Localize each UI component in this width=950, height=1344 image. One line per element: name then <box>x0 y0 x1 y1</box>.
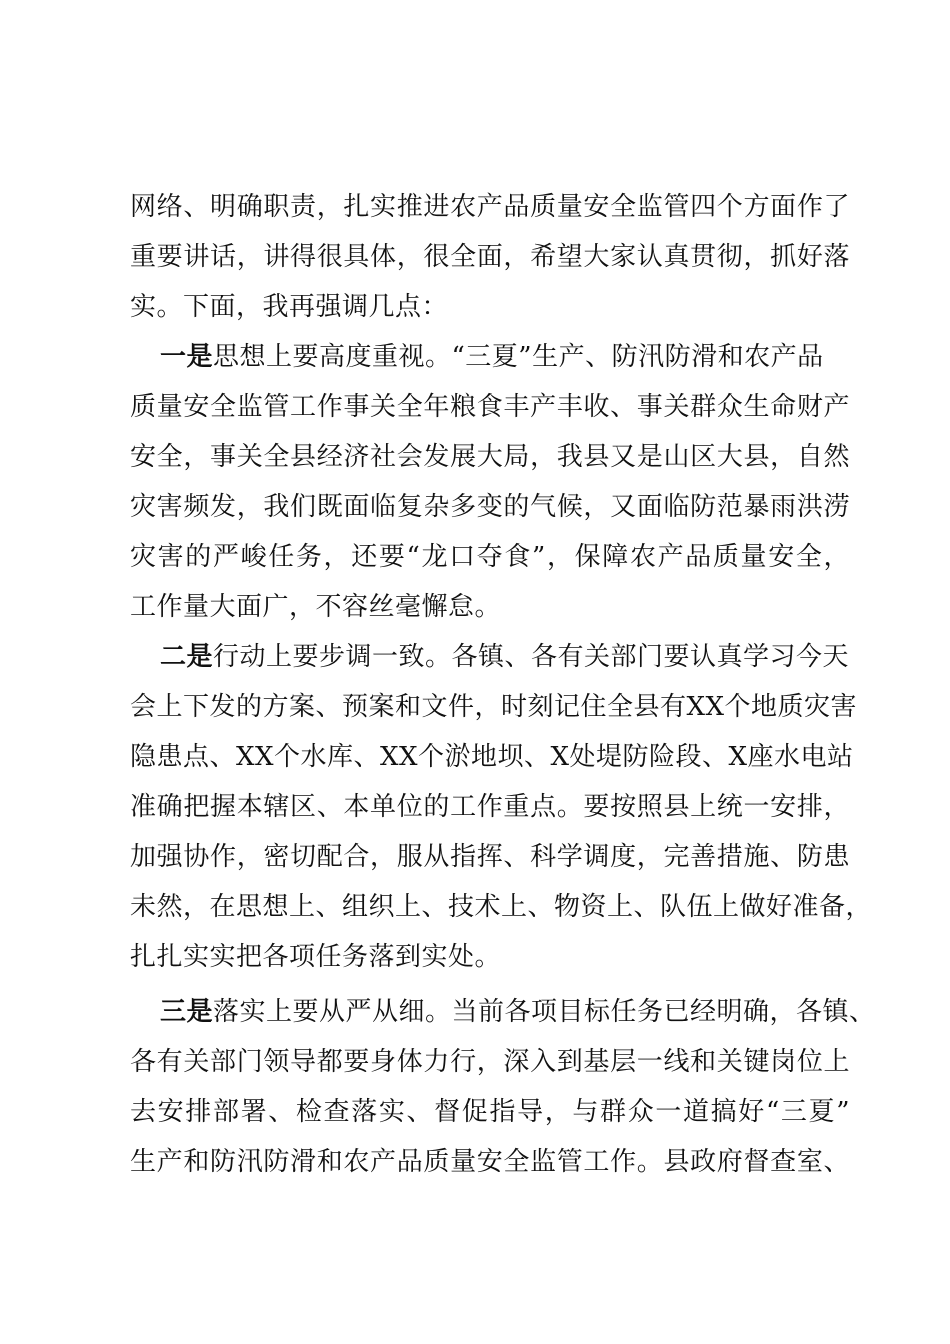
text-line: 生产和防汛防滑和农产品质量安全监管工作。县政府督查室、 <box>130 1147 850 1177</box>
text-line: 隐患点、XX个水库、XX个淤地坝、X处堤防险段、X座水电站 <box>130 742 854 772</box>
text-line: 会上下发的方案、预案和文件，时刻记住全县有XX个地质灾害 <box>130 692 858 722</box>
text-line: 去安排部署、检查落实、督促指导，与群众一道搞好“三夏” <box>130 1097 850 1127</box>
paragraph-first-line <box>160 340 824 374</box>
paragraph-lead: 一是 <box>160 342 214 372</box>
paragraph-first-line <box>160 995 876 1029</box>
text-line: 扎扎实实把各项任务落到实处。 <box>130 942 502 972</box>
text-line: 加强协作，密切配合，服从指挥、科学调度，完善措施、防患 <box>130 842 850 872</box>
text-line: 工作量大面广，不容丝毫懈怠。 <box>130 592 502 622</box>
paragraph-first-text: 思想上要高度重视。“三夏”生产、防汛防滑和农产品 <box>213 342 824 372</box>
text-line: 未然，在思想上、组织上、技术上、物资上、队伍上做好准备， <box>130 892 873 922</box>
text-line: 各有关部门领导都要身体力行，深入到基层一线和关键岗位上 <box>130 1047 850 1077</box>
text-line: 准确把握本辖区、本单位的工作重点。要按照县上统一安排， <box>130 792 850 822</box>
text-line: 安全，事关全县经济社会发展大局，我县又是山区大县，自然 <box>130 442 850 472</box>
paragraph-lead: 二是 <box>160 642 214 672</box>
text-line: 网络、明确职责，扎实推进农产品质量安全监管四个方面作了 <box>130 192 850 222</box>
text-line: 实。下面，我再强调几点： <box>130 292 449 322</box>
text-line: 灾害的严峻任务，还要“龙口夺食”，保障农产品质量安全， <box>130 542 850 572</box>
paragraph-first-text: 行动上要步调一致。各镇、各有关部门要认真学习今天 <box>213 642 850 672</box>
paragraph-first-text: 落实上要从严从细。当前各项目标任务已经明确，各镇、 <box>213 997 876 1027</box>
paragraph-first-line <box>160 640 849 674</box>
text-line: 灾害频发，我们既面临复杂多变的气候，又面临防范暴雨洪涝 <box>130 492 850 522</box>
text-line: 质量安全监管工作事关全年粮食丰产丰收、事关群众生命财产 <box>130 392 850 422</box>
paragraph-lead: 三是 <box>160 997 214 1027</box>
text-line: 重要讲话，讲得很具体，很全面，希望大家认真贯彻，抓好落 <box>130 242 850 272</box>
